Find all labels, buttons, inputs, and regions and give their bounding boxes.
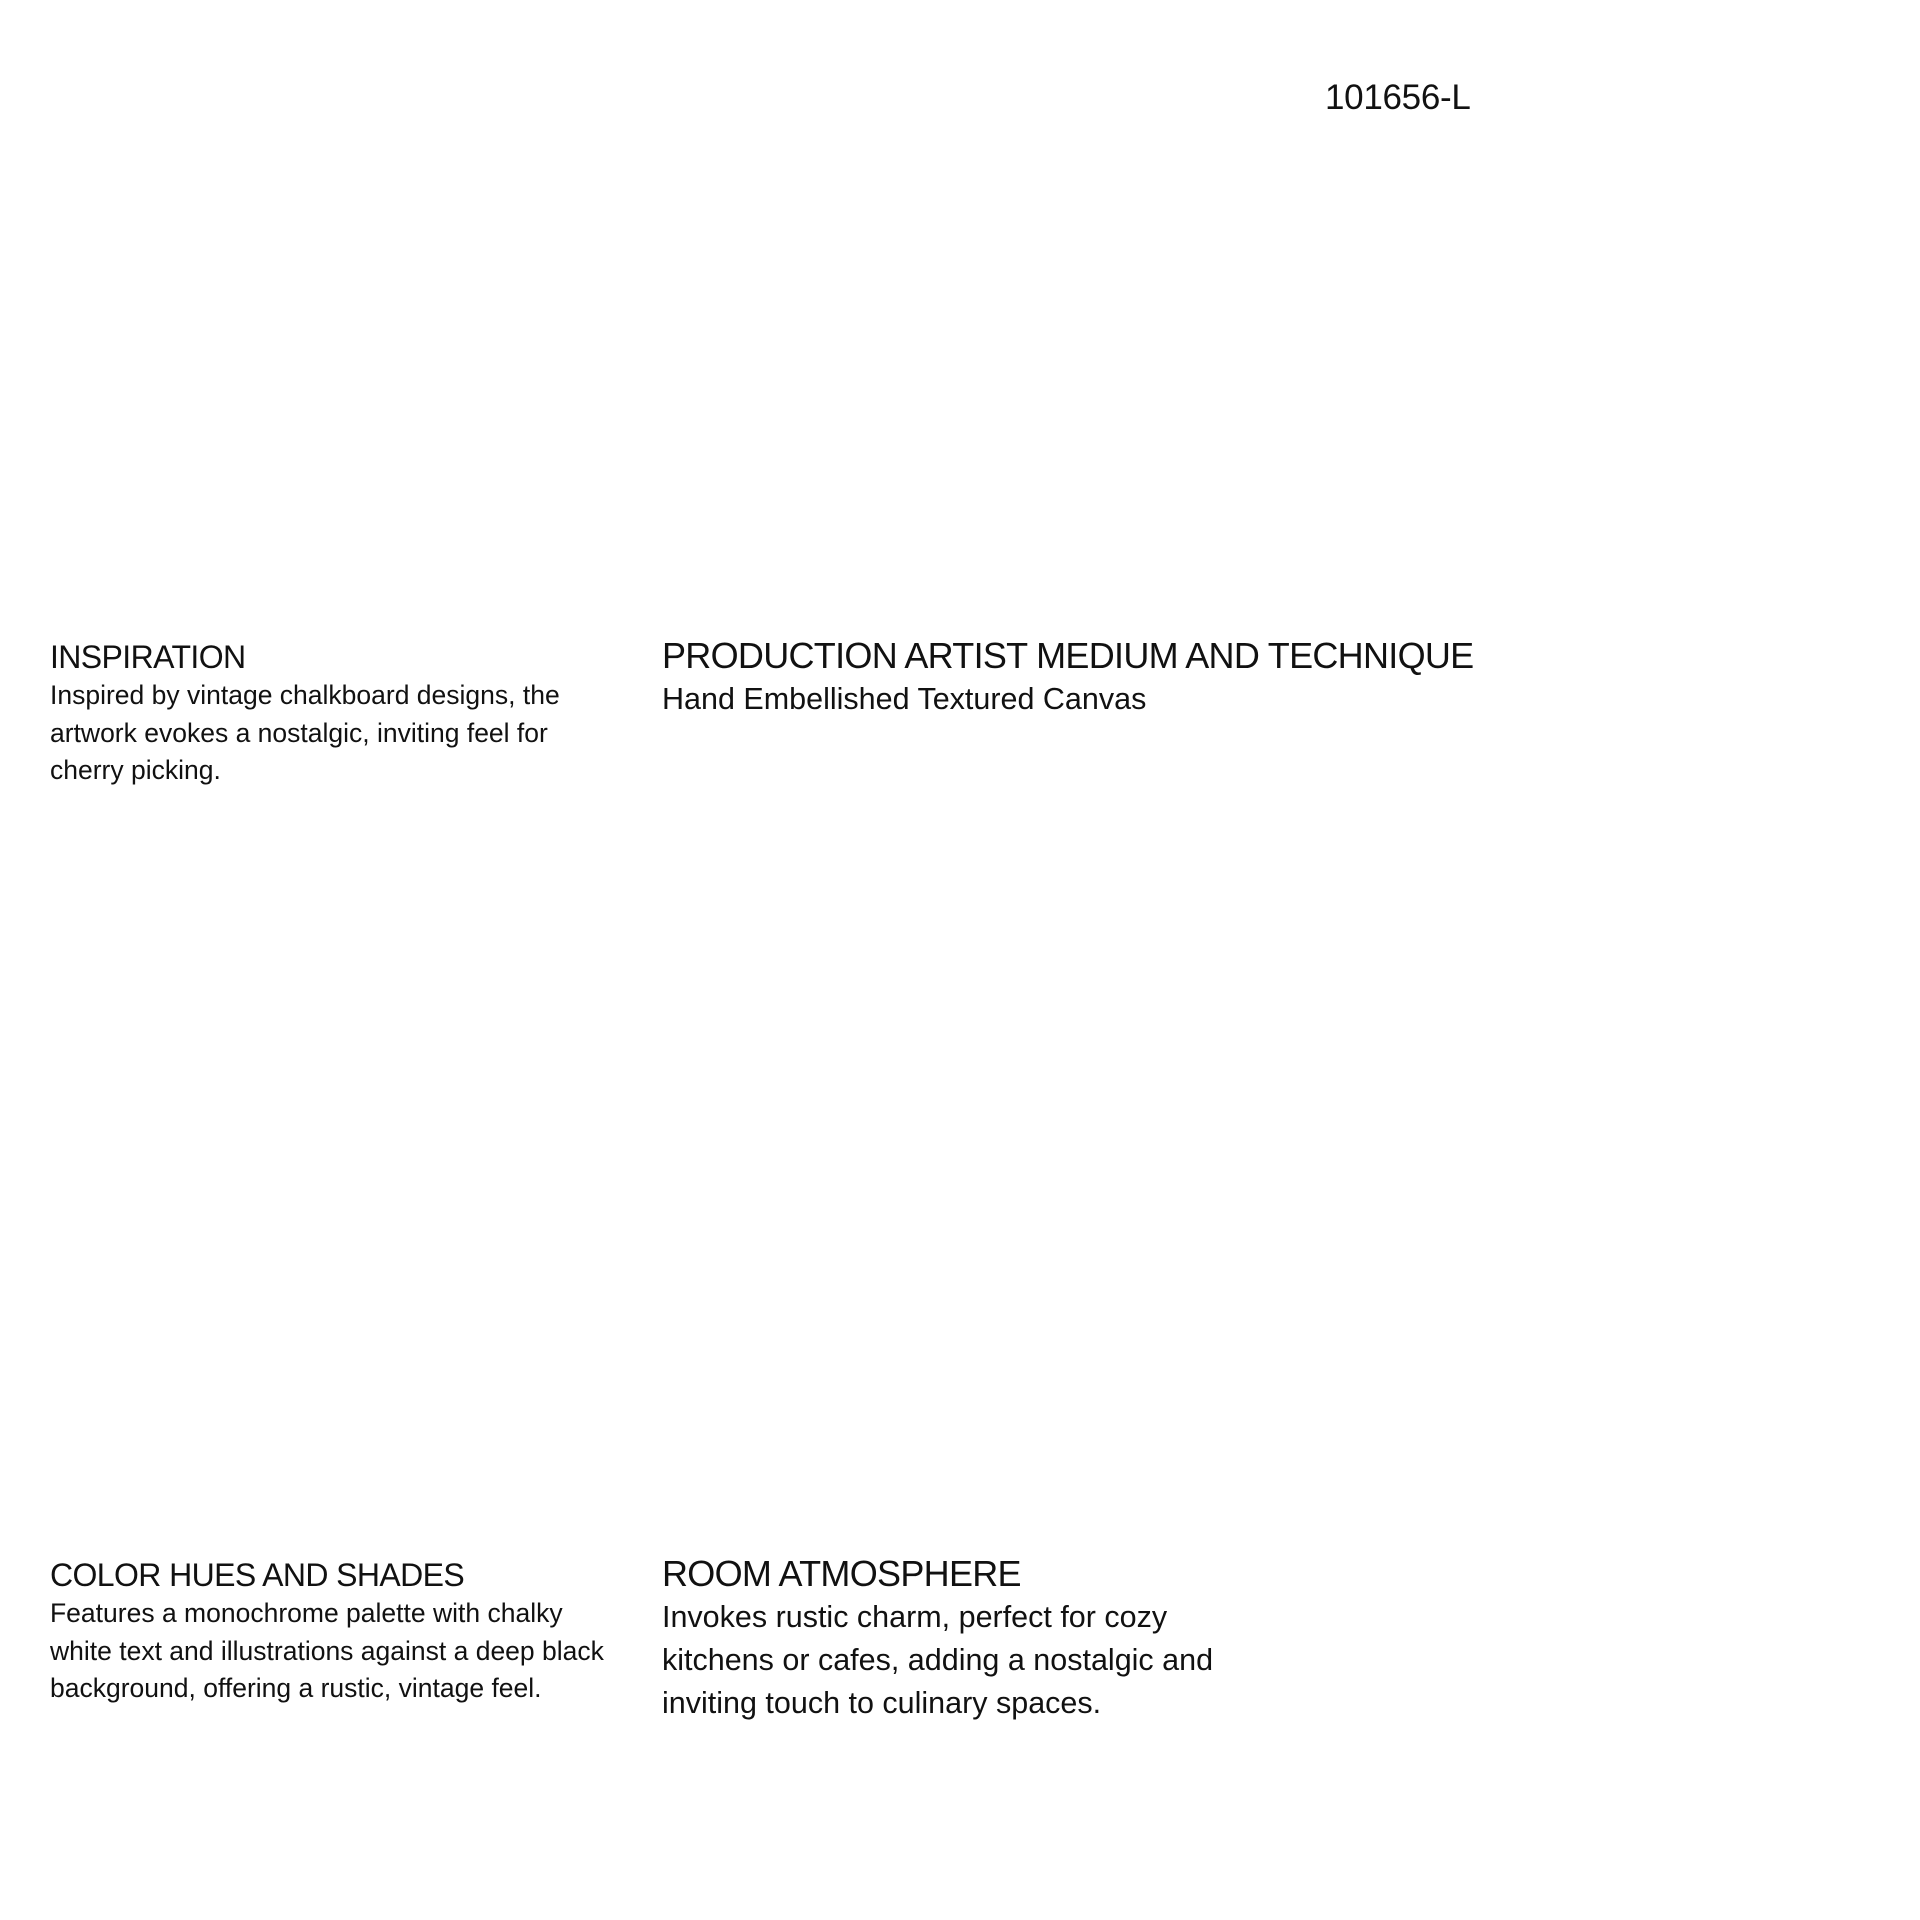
production-heading: PRODUCTION ARTIST MEDIUM AND TECHNIQUE xyxy=(662,635,1474,676)
inspiration-heading: INSPIRATION xyxy=(50,639,246,675)
atmosphere-section xyxy=(662,1552,1222,1725)
product-code: 101656-L xyxy=(1325,78,1471,117)
production-section xyxy=(662,634,1562,721)
color-text: Features a monochrome palette with chalky white text and illustrations against a deep black background, offering a rustic, vintage feel. xyxy=(50,1598,604,1703)
production-text: Hand Embellished Textured Canvas xyxy=(662,682,1147,716)
atmosphere-text: Invokes rustic charm, perfect for cozy kitchens or cafes, adding a nostalgic and inviting touch to culinary spaces. xyxy=(662,1600,1214,1720)
inspiration-text: Inspired by vintage chalkboard designs, the artwork evokes a nostalgic, inviting feel for cherry picking. xyxy=(50,680,560,785)
inspiration-section xyxy=(50,637,620,790)
color-section xyxy=(50,1555,620,1708)
color-heading: COLOR HUES AND SHADES xyxy=(50,1557,465,1593)
atmosphere-heading: ROOM ATMOSPHERE xyxy=(662,1553,1021,1594)
